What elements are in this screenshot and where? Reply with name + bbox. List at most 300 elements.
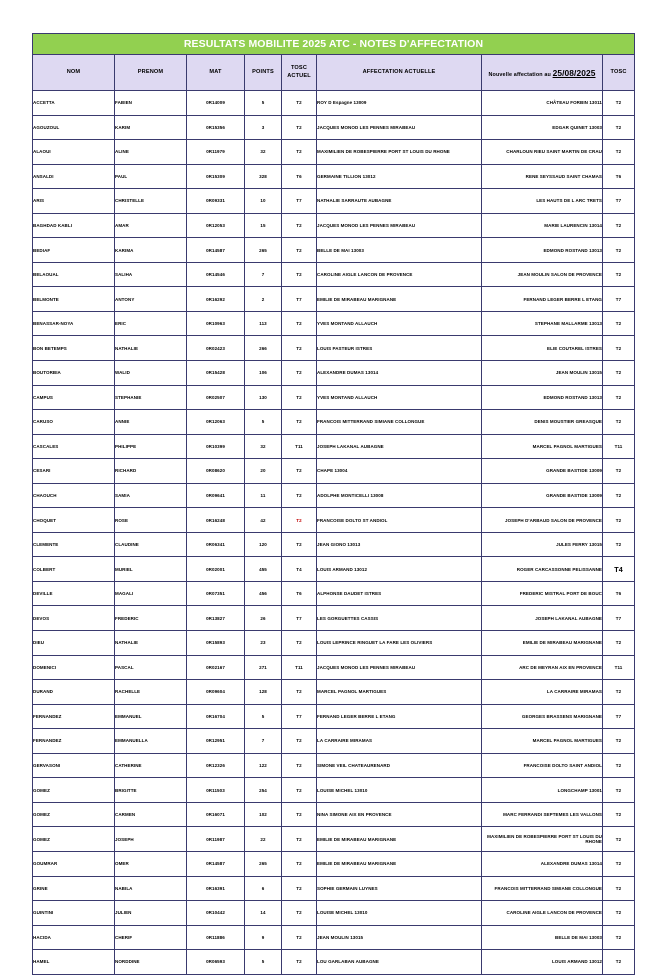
cell-nouvelle-affectation: EMILIE DE MIRABEAU MARIGNANE bbox=[482, 631, 603, 656]
cell-tosc-actuel: T2 bbox=[282, 361, 317, 386]
cell-points: 15 bbox=[245, 213, 282, 238]
cell-nom: HAMEL bbox=[33, 950, 115, 975]
cell-prenom: ALINE bbox=[115, 140, 187, 165]
cell-tosc-actuel: T2 bbox=[282, 532, 317, 557]
cell-tosc-actuel: T2 bbox=[282, 851, 317, 876]
table-row bbox=[33, 311, 635, 336]
cell-nom: DEVOS bbox=[33, 606, 115, 631]
cell-nom: BENASSAR-NOYA bbox=[33, 311, 115, 336]
cell-mat: 0R12326 bbox=[187, 753, 245, 778]
results-table-body bbox=[33, 91, 635, 975]
table-row bbox=[33, 164, 635, 189]
cell-tosc: T2 bbox=[603, 140, 635, 165]
table-row bbox=[33, 532, 635, 557]
cell-tosc: T2 bbox=[603, 753, 635, 778]
table-row bbox=[33, 851, 635, 876]
cell-nouvelle-affectation: LES HAUTS DE L ARC TRETS bbox=[482, 189, 603, 214]
cell-points: 266 bbox=[245, 336, 282, 361]
cell-points: 130 bbox=[245, 385, 282, 410]
cell-mat: 0R15309 bbox=[187, 164, 245, 189]
table-row bbox=[33, 827, 635, 852]
cell-nom: GOUMRAR bbox=[33, 851, 115, 876]
cell-affectation-actuelle: CAROLINE AIGLE LANCON DE PROVENCE bbox=[317, 262, 482, 287]
cell-tosc-actuel: T11 bbox=[282, 655, 317, 680]
table-row bbox=[33, 213, 635, 238]
cell-affectation-actuelle: JEAN MOULIN 13015 bbox=[317, 925, 482, 950]
cell-tosc: T11 bbox=[603, 655, 635, 680]
table-row bbox=[33, 115, 635, 140]
cell-tosc: T2 bbox=[603, 680, 635, 705]
cell-nouvelle-affectation: MARCEL PAGNOL MARTIGUES bbox=[482, 729, 603, 754]
header-affectation-actuelle bbox=[317, 55, 482, 91]
cell-tosc: T2 bbox=[603, 508, 635, 533]
cell-nom: DEVILLE bbox=[33, 581, 115, 606]
cell-points: 5 bbox=[245, 410, 282, 435]
cell-nouvelle-affectation: CAROLINE AIGLE LANCON DE PROVENCE bbox=[482, 901, 603, 926]
cell-prenom: NABILA bbox=[115, 876, 187, 901]
cell-affectation-actuelle: BELLE DE MAI 13003 bbox=[317, 238, 482, 263]
cell-tosc-actuel: T2 bbox=[282, 336, 317, 361]
column-header-row bbox=[33, 55, 635, 91]
header-mat bbox=[187, 55, 245, 91]
cell-prenom: RACHELLE bbox=[115, 680, 187, 705]
document-title: RESULTATS MOBILITE 2025 ATC - NOTES D'AFFECTATION bbox=[183, 38, 484, 50]
cell-mat: 0R16704 bbox=[187, 704, 245, 729]
cell-mat: 0R12951 bbox=[187, 729, 245, 754]
cell-tosc-actuel: T2 bbox=[282, 213, 317, 238]
cell-prenom: FABIEN bbox=[115, 91, 187, 116]
table-row bbox=[33, 631, 635, 656]
cell-tosc: T2 bbox=[603, 410, 635, 435]
cell-tosc-actuel: T2 bbox=[282, 311, 317, 336]
cell-tosc-actuel: T6 bbox=[282, 581, 317, 606]
cell-tosc-actuel: T2 bbox=[282, 680, 317, 705]
cell-tosc-actuel: T2 bbox=[282, 753, 317, 778]
cell-tosc: T2 bbox=[603, 729, 635, 754]
table-row bbox=[33, 557, 635, 582]
cell-affectation-actuelle: EMILIE DE MIRABEAU MARIGNANE bbox=[317, 827, 482, 852]
cell-mat: 0R09331 bbox=[187, 189, 245, 214]
table-row bbox=[33, 680, 635, 705]
cell-tosc: T2 bbox=[603, 483, 635, 508]
cell-tosc-actuel: T2 bbox=[282, 778, 317, 803]
cell-nouvelle-affectation: FREDERIC MISTRAL PORT DE BOUC bbox=[482, 581, 603, 606]
cell-points: 2 bbox=[245, 287, 282, 312]
cell-nom: DIEU bbox=[33, 631, 115, 656]
cell-prenom: CHERIF bbox=[115, 925, 187, 950]
cell-nouvelle-affectation: LONGCHAMP 13001 bbox=[482, 778, 603, 803]
cell-tosc: T6 bbox=[603, 164, 635, 189]
cell-points: 120 bbox=[245, 532, 282, 557]
cell-points: 106 bbox=[245, 361, 282, 386]
cell-prenom: CARMEN bbox=[115, 802, 187, 827]
cell-affectation-actuelle: NATHALIE SARRAUTE AUBAGNE bbox=[317, 189, 482, 214]
cell-tosc: T6 bbox=[603, 581, 635, 606]
cell-mat: 0R10442 bbox=[187, 901, 245, 926]
cell-mat: 0R12063 bbox=[187, 410, 245, 435]
cell-tosc: T2 bbox=[603, 213, 635, 238]
header-nouvelle-affectation-date: 25/08/2025 bbox=[552, 67, 596, 78]
cell-mat: 0R14587 bbox=[187, 238, 245, 263]
cell-prenom: KARIMA bbox=[115, 238, 187, 263]
cell-nom: GERVASONI bbox=[33, 753, 115, 778]
cell-mat: 0R15356 bbox=[187, 115, 245, 140]
cell-mat: 0R09604 bbox=[187, 680, 245, 705]
cell-tosc-actuel: T2 bbox=[282, 115, 317, 140]
cell-nouvelle-affectation: LA CARRAIRE MIRAMAS bbox=[482, 680, 603, 705]
cell-nouvelle-affectation: JULES FERRY 13015 bbox=[482, 532, 603, 557]
cell-nouvelle-affectation: MARC FERRANDI SEPTEMES LES VALLONS bbox=[482, 802, 603, 827]
cell-affectation-actuelle: LES GORGUETTES CASSIS bbox=[317, 606, 482, 631]
cell-nom: BOUTORBIA bbox=[33, 361, 115, 386]
title-banner-row bbox=[33, 34, 635, 55]
cell-mat: 0R06593 bbox=[187, 950, 245, 975]
cell-nouvelle-affectation: BELLE DE MAI 13003 bbox=[482, 925, 603, 950]
cell-tosc-actuel: T6 bbox=[282, 164, 317, 189]
header-points-label: POINTS bbox=[252, 68, 274, 75]
cell-nom: GRINE bbox=[33, 876, 115, 901]
cell-points: 456 bbox=[245, 581, 282, 606]
cell-affectation-actuelle: ROY D Espagne 13009 bbox=[317, 91, 482, 116]
cell-mat: 0R16071 bbox=[187, 802, 245, 827]
cell-tosc-actuel: T2 bbox=[282, 827, 317, 852]
cell-prenom: JOSEPH bbox=[115, 827, 187, 852]
cell-tosc-actuel: T2 bbox=[282, 925, 317, 950]
cell-nom: CESARI bbox=[33, 459, 115, 484]
cell-affectation-actuelle: LOUIS ARMAND 13012 bbox=[317, 557, 482, 582]
cell-tosc: T2 bbox=[603, 361, 635, 386]
cell-nouvelle-affectation: STEPHANE MALLARME 13013 bbox=[482, 311, 603, 336]
cell-points: 265 bbox=[245, 851, 282, 876]
cell-nouvelle-affectation: JOSEPH D'ARBAUD SALON DE PROVENCE bbox=[482, 508, 603, 533]
cell-prenom: PHILIPPE bbox=[115, 434, 187, 459]
table-row bbox=[33, 729, 635, 754]
cell-tosc-actuel: T2 bbox=[282, 729, 317, 754]
cell-prenom: WALID bbox=[115, 361, 187, 386]
header-tosc-actuel bbox=[282, 55, 317, 91]
header-mat-label: MAT bbox=[209, 68, 222, 75]
cell-points: 11 bbox=[245, 483, 282, 508]
cell-nouvelle-affectation: FRANCOISE DOLTO SAINT ANDIOL bbox=[482, 753, 603, 778]
header-affectation-actuelle-label: AFFECTATION ACTUELLE bbox=[362, 68, 436, 75]
cell-nom: ACCETTA bbox=[33, 91, 115, 116]
cell-mat: 0R15428 bbox=[187, 361, 245, 386]
cell-prenom: EMMANUEL bbox=[115, 704, 187, 729]
cell-tosc-actuel: T11 bbox=[282, 434, 317, 459]
cell-nom: FERNANDEZ bbox=[33, 729, 115, 754]
cell-affectation-actuelle: FERNAND LEGER BERRE L ETANG bbox=[317, 704, 482, 729]
cell-mat: 0R06341 bbox=[187, 532, 245, 557]
cell-points: 5 bbox=[245, 704, 282, 729]
cell-tosc: T7 bbox=[603, 189, 635, 214]
cell-nouvelle-affectation: JOSEPH LAKANAL AUBAGNE bbox=[482, 606, 603, 631]
cell-points: 14 bbox=[245, 901, 282, 926]
cell-nouvelle-affectation: MAXIMILIEN DE ROBESPIERRE PORT ST LOUIS DU RHONE bbox=[482, 827, 603, 852]
cell-points: 3 bbox=[245, 115, 282, 140]
cell-mat: 0R07351 bbox=[187, 581, 245, 606]
cell-tosc: T2 bbox=[603, 385, 635, 410]
table-row bbox=[33, 434, 635, 459]
cell-mat: 0R09641 bbox=[187, 483, 245, 508]
cell-nouvelle-affectation: EDMOND ROSTAND 13013 bbox=[482, 238, 603, 263]
cell-tosc: T7 bbox=[603, 606, 635, 631]
cell-points: 271 bbox=[245, 655, 282, 680]
cell-mat: 0R11886 bbox=[187, 925, 245, 950]
cell-tosc: T2 bbox=[603, 925, 635, 950]
cell-prenom: ROSE bbox=[115, 508, 187, 533]
cell-points: 9 bbox=[245, 925, 282, 950]
cell-nom: BELMONTE bbox=[33, 287, 115, 312]
cell-prenom: BRIGITTE bbox=[115, 778, 187, 803]
cell-points: 328 bbox=[245, 164, 282, 189]
cell-prenom: EMMANUELLA bbox=[115, 729, 187, 754]
cell-points: 254 bbox=[245, 778, 282, 803]
cell-mat: 0R14587 bbox=[187, 851, 245, 876]
cell-points: 42 bbox=[245, 508, 282, 533]
cell-affectation-actuelle: LA CARRAIRE MIRAMAS bbox=[317, 729, 482, 754]
cell-mat: 0R14546 bbox=[187, 262, 245, 287]
cell-prenom: PASCAL bbox=[115, 655, 187, 680]
cell-points: 128 bbox=[245, 680, 282, 705]
cell-tosc-actuel: T7 bbox=[282, 704, 317, 729]
cell-prenom: SALIHA bbox=[115, 262, 187, 287]
cell-points: 23 bbox=[245, 631, 282, 656]
table-row bbox=[33, 508, 635, 533]
cell-nouvelle-affectation: ROGER CARCASSONNE PELISSANNE bbox=[482, 557, 603, 582]
cell-nom: ANSALDI bbox=[33, 164, 115, 189]
cell-tosc-actuel: T2 bbox=[282, 459, 317, 484]
table-row bbox=[33, 655, 635, 680]
cell-affectation-actuelle: GERMAINE TILLION 13012 bbox=[317, 164, 482, 189]
cell-nouvelle-affectation: EDMOND ROSTAND 13013 bbox=[482, 385, 603, 410]
cell-tosc-actuel: T2 bbox=[282, 262, 317, 287]
cell-nom: GOMEZ bbox=[33, 802, 115, 827]
table-row bbox=[33, 876, 635, 901]
cell-nouvelle-affectation: DENIS MOUSTIER GREASQUE bbox=[482, 410, 603, 435]
cell-affectation-actuelle: LOUISE MICHEL 13010 bbox=[317, 901, 482, 926]
cell-affectation-actuelle: LOUISE MICHEL 13010 bbox=[317, 778, 482, 803]
cell-affectation-actuelle: JEAN GIONO 13013 bbox=[317, 532, 482, 557]
cell-affectation-actuelle: FRANCOISE DOLTO ST ANDIOL bbox=[317, 508, 482, 533]
cell-nom: FERNANDEZ bbox=[33, 704, 115, 729]
cell-points: 20 bbox=[245, 459, 282, 484]
cell-prenom: KARIM bbox=[115, 115, 187, 140]
cell-tosc-actuel: T7 bbox=[282, 287, 317, 312]
cell-tosc: T2 bbox=[603, 851, 635, 876]
cell-points: 455 bbox=[245, 557, 282, 582]
table-row bbox=[33, 91, 635, 116]
cell-affectation-actuelle: SIMONE VEIL CHATEAURENARD bbox=[317, 753, 482, 778]
cell-tosc: T7 bbox=[603, 704, 635, 729]
cell-nom: CLEMENTE bbox=[33, 532, 115, 557]
cell-prenom: NORDDINE bbox=[115, 950, 187, 975]
header-tosc bbox=[603, 55, 635, 91]
cell-points: 5 bbox=[245, 91, 282, 116]
cell-prenom: FREDERIC bbox=[115, 606, 187, 631]
cell-nom: AGOUZOUL bbox=[33, 115, 115, 140]
cell-tosc: T2 bbox=[603, 532, 635, 557]
cell-nouvelle-affectation: RENE SEYSSAUD SAINT CHAMAS bbox=[482, 164, 603, 189]
cell-nouvelle-affectation: FRANCOIS MITTERRAND SIMIANE COLLONGUE bbox=[482, 876, 603, 901]
cell-affectation-actuelle: JACQUES MONOD LES PENNES MIRABEAU bbox=[317, 115, 482, 140]
cell-tosc-actuel: T2 bbox=[282, 483, 317, 508]
cell-affectation-actuelle: ADOLPHE MONTICELLI 13008 bbox=[317, 483, 482, 508]
cell-nouvelle-affectation: ELIE COUTAREL ISTRES bbox=[482, 336, 603, 361]
cell-nom: CASCALES bbox=[33, 434, 115, 459]
cell-nouvelle-affectation: GEORGES BRASSENS MARIGNANE bbox=[482, 704, 603, 729]
cell-points: 7 bbox=[245, 262, 282, 287]
cell-points: 122 bbox=[245, 753, 282, 778]
cell-tosc-actuel: T2 bbox=[282, 950, 317, 975]
table-row bbox=[33, 950, 635, 975]
cell-nom: CHAOUCH bbox=[33, 483, 115, 508]
cell-mat: 0R11503 bbox=[187, 778, 245, 803]
cell-points: 7 bbox=[245, 729, 282, 754]
table-row bbox=[33, 262, 635, 287]
cell-tosc: T2 bbox=[603, 459, 635, 484]
header-tosc-actuel-line2: ACTUEL bbox=[287, 72, 311, 79]
cell-prenom: SAMIA bbox=[115, 483, 187, 508]
table-row bbox=[33, 361, 635, 386]
cell-mat: 0R02167 bbox=[187, 655, 245, 680]
cell-points: 6 bbox=[245, 876, 282, 901]
cell-mat: 0R11979 bbox=[187, 140, 245, 165]
cell-mat: 0R14009 bbox=[187, 91, 245, 116]
table-row bbox=[33, 802, 635, 827]
table-row bbox=[33, 483, 635, 508]
cell-affectation-actuelle: ALPHONSE DAUDET ISTRES bbox=[317, 581, 482, 606]
cell-prenom: NATHALIE bbox=[115, 631, 187, 656]
cell-points: 22 bbox=[245, 827, 282, 852]
cell-mat: 0R10399 bbox=[187, 434, 245, 459]
cell-nom: BON BETEMPS bbox=[33, 336, 115, 361]
cell-points: 26 bbox=[245, 606, 282, 631]
cell-points: 265 bbox=[245, 238, 282, 263]
cell-affectation-actuelle: JACQUES MONOD LES PENNES MIRABEAU bbox=[317, 655, 482, 680]
cell-nom: CAMPUS bbox=[33, 385, 115, 410]
cell-prenom: ERIC bbox=[115, 311, 187, 336]
cell-tosc-actuel: T2 bbox=[282, 140, 317, 165]
cell-affectation-actuelle: EMILIE DE MIRABEAU MARIGNANE bbox=[317, 851, 482, 876]
cell-mat: 0R02423 bbox=[187, 336, 245, 361]
table-row bbox=[33, 410, 635, 435]
cell-mat: 0R02507 bbox=[187, 385, 245, 410]
table-row bbox=[33, 336, 635, 361]
cell-affectation-actuelle: ALEXANDRE DUMAS 13014 bbox=[317, 361, 482, 386]
cell-nom: ALAOUI bbox=[33, 140, 115, 165]
cell-tosc: T2 bbox=[603, 827, 635, 852]
cell-tosc-actuel: T4 bbox=[282, 557, 317, 582]
cell-mat: 0R10963 bbox=[187, 311, 245, 336]
cell-tosc: T2 bbox=[603, 950, 635, 975]
header-points bbox=[245, 55, 282, 91]
cell-tosc: T2 bbox=[603, 876, 635, 901]
cell-prenom: AMAR bbox=[115, 213, 187, 238]
cell-nouvelle-affectation: ALEXANDRE DUMAS 13014 bbox=[482, 851, 603, 876]
table-row bbox=[33, 704, 635, 729]
header-nom bbox=[33, 55, 115, 91]
cell-nom: GOMEZ bbox=[33, 778, 115, 803]
header-prenom bbox=[115, 55, 187, 91]
cell-tosc-actuel: T2 bbox=[282, 631, 317, 656]
title-banner-cell bbox=[33, 34, 635, 55]
cell-prenom: STEPHANIE bbox=[115, 385, 187, 410]
cell-affectation-actuelle: EMILIE DE MIRABEAU MARIGNANE bbox=[317, 287, 482, 312]
header-nouvelle-affectation bbox=[482, 55, 603, 91]
cell-affectation-actuelle: NINA SIMONE AIX EN PROVENCE bbox=[317, 802, 482, 827]
cell-prenom: RICHARD bbox=[115, 459, 187, 484]
cell-points: 102 bbox=[245, 802, 282, 827]
cell-nouvelle-affectation: FERNAND LEGER BERRE L ETANG bbox=[482, 287, 603, 312]
cell-affectation-actuelle: LOUIS PASTEUR ISTRES bbox=[317, 336, 482, 361]
cell-affectation-actuelle: YVES MONTAND ALLAUCH bbox=[317, 385, 482, 410]
cell-tosc: T4 bbox=[603, 557, 635, 582]
cell-nouvelle-affectation: JEAN MOULIN SALON DE PROVENCE bbox=[482, 262, 603, 287]
cell-tosc: T2 bbox=[603, 336, 635, 361]
cell-points: 32 bbox=[245, 140, 282, 165]
cell-affectation-actuelle: MAXIMILIEN DE ROBESPIERRE PORT ST LOUIS DU RHONE bbox=[317, 140, 482, 165]
cell-nom: BELAOUAL bbox=[33, 262, 115, 287]
cell-tosc: T2 bbox=[603, 901, 635, 926]
cell-nouvelle-affectation: ARC DE MEYRAN AIX EN PROVENCE bbox=[482, 655, 603, 680]
cell-tosc: T2 bbox=[603, 631, 635, 656]
cell-nom: CHOQUET bbox=[33, 508, 115, 533]
cell-mat: 0R02001 bbox=[187, 557, 245, 582]
cell-affectation-actuelle: MARCEL PAGNOL MARTIGUES bbox=[317, 680, 482, 705]
header-prenom-label: PRENOM bbox=[137, 68, 164, 75]
table-row bbox=[33, 238, 635, 263]
cell-mat: 0R13827 bbox=[187, 606, 245, 631]
cell-tosc: T2 bbox=[603, 91, 635, 116]
cell-mat: 0R15893 bbox=[187, 631, 245, 656]
cell-tosc-actuel: T2 bbox=[282, 876, 317, 901]
table-row bbox=[33, 189, 635, 214]
cell-tosc-actuel: T2 bbox=[282, 901, 317, 926]
cell-tosc-actuel: T2 bbox=[282, 508, 317, 533]
cell-affectation-actuelle: FRANCOIS MITTERRAND SIMIANE COLLONGUE bbox=[317, 410, 482, 435]
results-table bbox=[32, 33, 635, 975]
cell-nouvelle-affectation: MARCEL PAGNOL MARTIGUES bbox=[482, 434, 603, 459]
table-row bbox=[33, 901, 635, 926]
header-nom-label: NOM bbox=[66, 68, 81, 75]
cell-prenom: MAGALI bbox=[115, 581, 187, 606]
table-row bbox=[33, 925, 635, 950]
cell-mat: 0R12053 bbox=[187, 213, 245, 238]
cell-nouvelle-affectation: CHÂTEAU FORBIN 13011 bbox=[482, 91, 603, 116]
cell-prenom: NATHALIE bbox=[115, 336, 187, 361]
cell-mat: 0R16292 bbox=[187, 287, 245, 312]
table-row bbox=[33, 778, 635, 803]
cell-nom: DURAND bbox=[33, 680, 115, 705]
header-tosc-label: TOSC bbox=[610, 68, 627, 75]
cell-points: 5 bbox=[245, 950, 282, 975]
cell-nouvelle-affectation: LOUIS ARMAND 13012 bbox=[482, 950, 603, 975]
cell-tosc: T2 bbox=[603, 115, 635, 140]
cell-nouvelle-affectation: MARIE LAURENCIN 13014 bbox=[482, 213, 603, 238]
cell-tosc-actuel: T2 bbox=[282, 385, 317, 410]
cell-affectation-actuelle: LOU GARLABAN AUBAGNE bbox=[317, 950, 482, 975]
cell-tosc: T2 bbox=[603, 778, 635, 803]
cell-nom: ARIS bbox=[33, 189, 115, 214]
cell-affectation-actuelle: JOSEPH LAKANAL AUBAGNE bbox=[317, 434, 482, 459]
cell-tosc-actuel: T2 bbox=[282, 238, 317, 263]
cell-tosc: T7 bbox=[603, 287, 635, 312]
cell-prenom: ANTONY bbox=[115, 287, 187, 312]
cell-nom: COLBERT bbox=[33, 557, 115, 582]
cell-tosc-actuel: T7 bbox=[282, 606, 317, 631]
cell-mat: 0R08620 bbox=[187, 459, 245, 484]
cell-affectation-actuelle: SOPHIE GERMAIN LUYNES bbox=[317, 876, 482, 901]
